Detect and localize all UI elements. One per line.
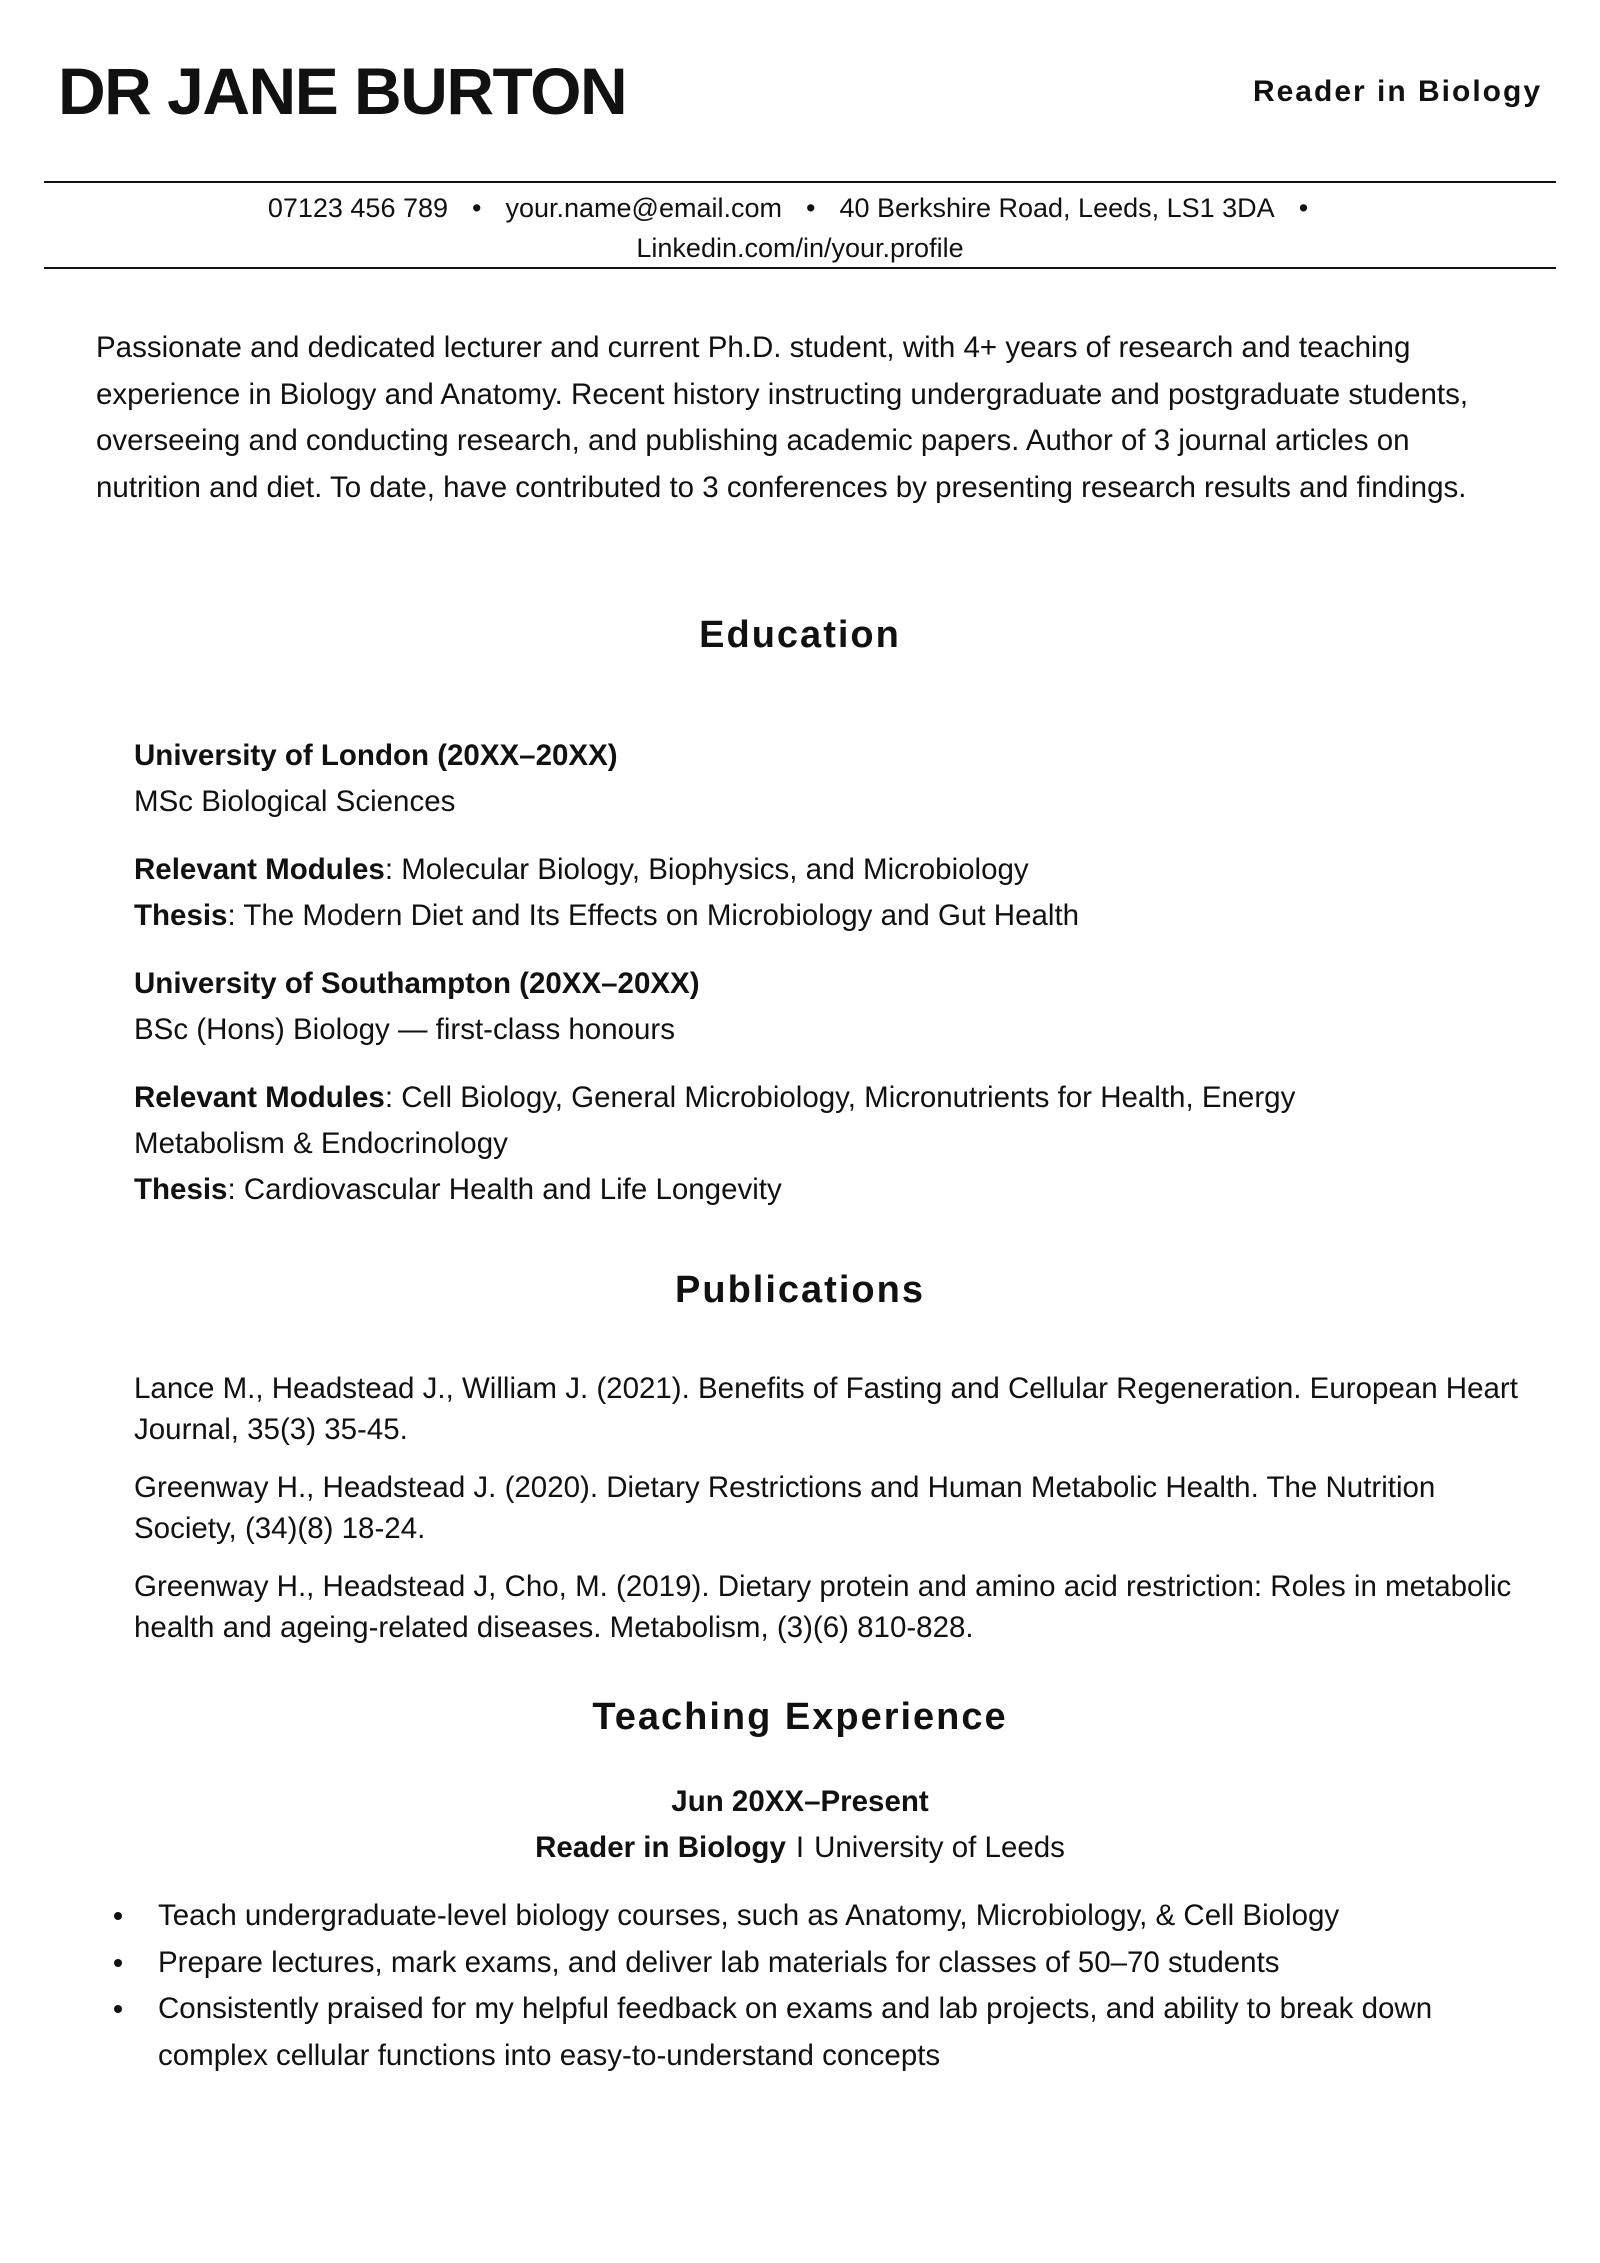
education-entry <box>134 961 1534 1053</box>
modules-line <box>134 847 1534 893</box>
modules-text: : Molecular Biology, Biophysics, and Microbiology <box>384 853 1029 886</box>
education-entry <box>134 733 1534 825</box>
contact-email: your.name@email.com <box>505 193 782 223</box>
separator-dot: • <box>1298 193 1309 223</box>
divider: I <box>795 1831 805 1864</box>
header-rule-bottom <box>44 267 1556 269</box>
school-name: University of Southampton (20XX–20XX) <box>134 967 700 1000</box>
contact-row-2 <box>44 228 1556 268</box>
profile-summary: Passionate and dedicated lecturer and current Ph.D. student, with 4+ years of research and teaching experience in Biology and Anatomy. Recent history instructing undergraduate and postgraduate students, overseeing and conducting research, and publishing academic papers. Author of 3 journal articles on nutrition and diet. To date, have contributed to 3 conferences by presenting research results and findings. <box>96 331 1469 504</box>
teaching-bullets <box>110 1893 1530 2079</box>
thesis-line <box>134 1167 1434 1213</box>
separator-dot: • <box>805 193 816 223</box>
degree: MSc Biological Sciences <box>134 785 456 818</box>
contact-phone: 07123 456 789 <box>267 193 449 223</box>
school-name: University of London (20XX–20XX) <box>134 739 618 772</box>
education-heading: Education <box>699 614 901 656</box>
contact-address: 40 Berkshire Road, Leeds, LS1 3DA <box>839 193 1275 223</box>
job-position: Reader in Biology <box>535 1831 786 1864</box>
education-details <box>134 847 1534 939</box>
modules-text: : Cell Biology, General Microbiology, Micronutrients for Health, Energy Metabolism & Endocrinology <box>134 1081 1296 1160</box>
contact-linkedin: Linkedin.com/in/your.profile <box>636 233 964 263</box>
list-item: Teach undergraduate-level biology courses, such as Anatomy, Microbiology, & Cell Biology <box>110 1893 1530 1940</box>
degree: BSc (Hons) Biology — first-class honours <box>134 1013 676 1046</box>
candidate-name: DR JANE BURTON <box>58 54 627 128</box>
header-rule-top <box>44 181 1556 183</box>
thesis-text: : Cardiovascular Health and Life Longevity <box>227 1173 782 1206</box>
list-item: Consistently praised for my helpful feedback on exams and lab projects, and ability to break down complex cellular functions into easy-to-understand concepts <box>110 1986 1530 2079</box>
job-employer: University of Leeds <box>814 1831 1065 1864</box>
teaching-heading: Teaching Experience <box>592 1696 1008 1738</box>
thesis-line <box>134 893 1534 939</box>
publication-item: Lance M., Headstead J., William J. (2021). Benefits of Fasting and Cellular Regeneration. European Heart Journal, 35(3) 35-45. <box>134 1372 1518 1446</box>
publications-heading: Publications <box>675 1269 925 1311</box>
publication-item: Greenway H., Headstead J. (2020). Dietary Restrictions and Human Metabolic Health. The Nutrition Society, (34)(8) 18-24. <box>134 1471 1436 1545</box>
separator-dot: • <box>472 193 482 223</box>
contact-row-1 <box>44 188 1556 228</box>
modules-label: Relevant Modules <box>134 853 385 886</box>
modules-line <box>134 1075 1434 1167</box>
modules-label: Relevant Modules <box>134 1081 385 1114</box>
job-title: Reader in Biology <box>1252 75 1542 108</box>
job-position-line <box>0 1825 1600 1871</box>
thesis-label: Thesis <box>134 899 228 932</box>
job-dates: Jun 20XX–Present <box>671 1785 929 1818</box>
list-item: Prepare lectures, mark exams, and deliver lab materials for classes of 50–70 students <box>110 1940 1530 1987</box>
thesis-label: Thesis <box>134 1173 228 1206</box>
publication-item: Greenway H., Headstead J, Cho, M. (2019). Dietary protein and amino acid restriction: Roles in metabolic health and ageing-related diseases. Metabolism, (3)(6) 810-828. <box>134 1570 1512 1644</box>
thesis-text: : The Modern Diet and Its Effects on Microbiology and Gut Health <box>227 899 1080 932</box>
education-details <box>134 1075 1434 1213</box>
contact-bar <box>44 188 1556 268</box>
